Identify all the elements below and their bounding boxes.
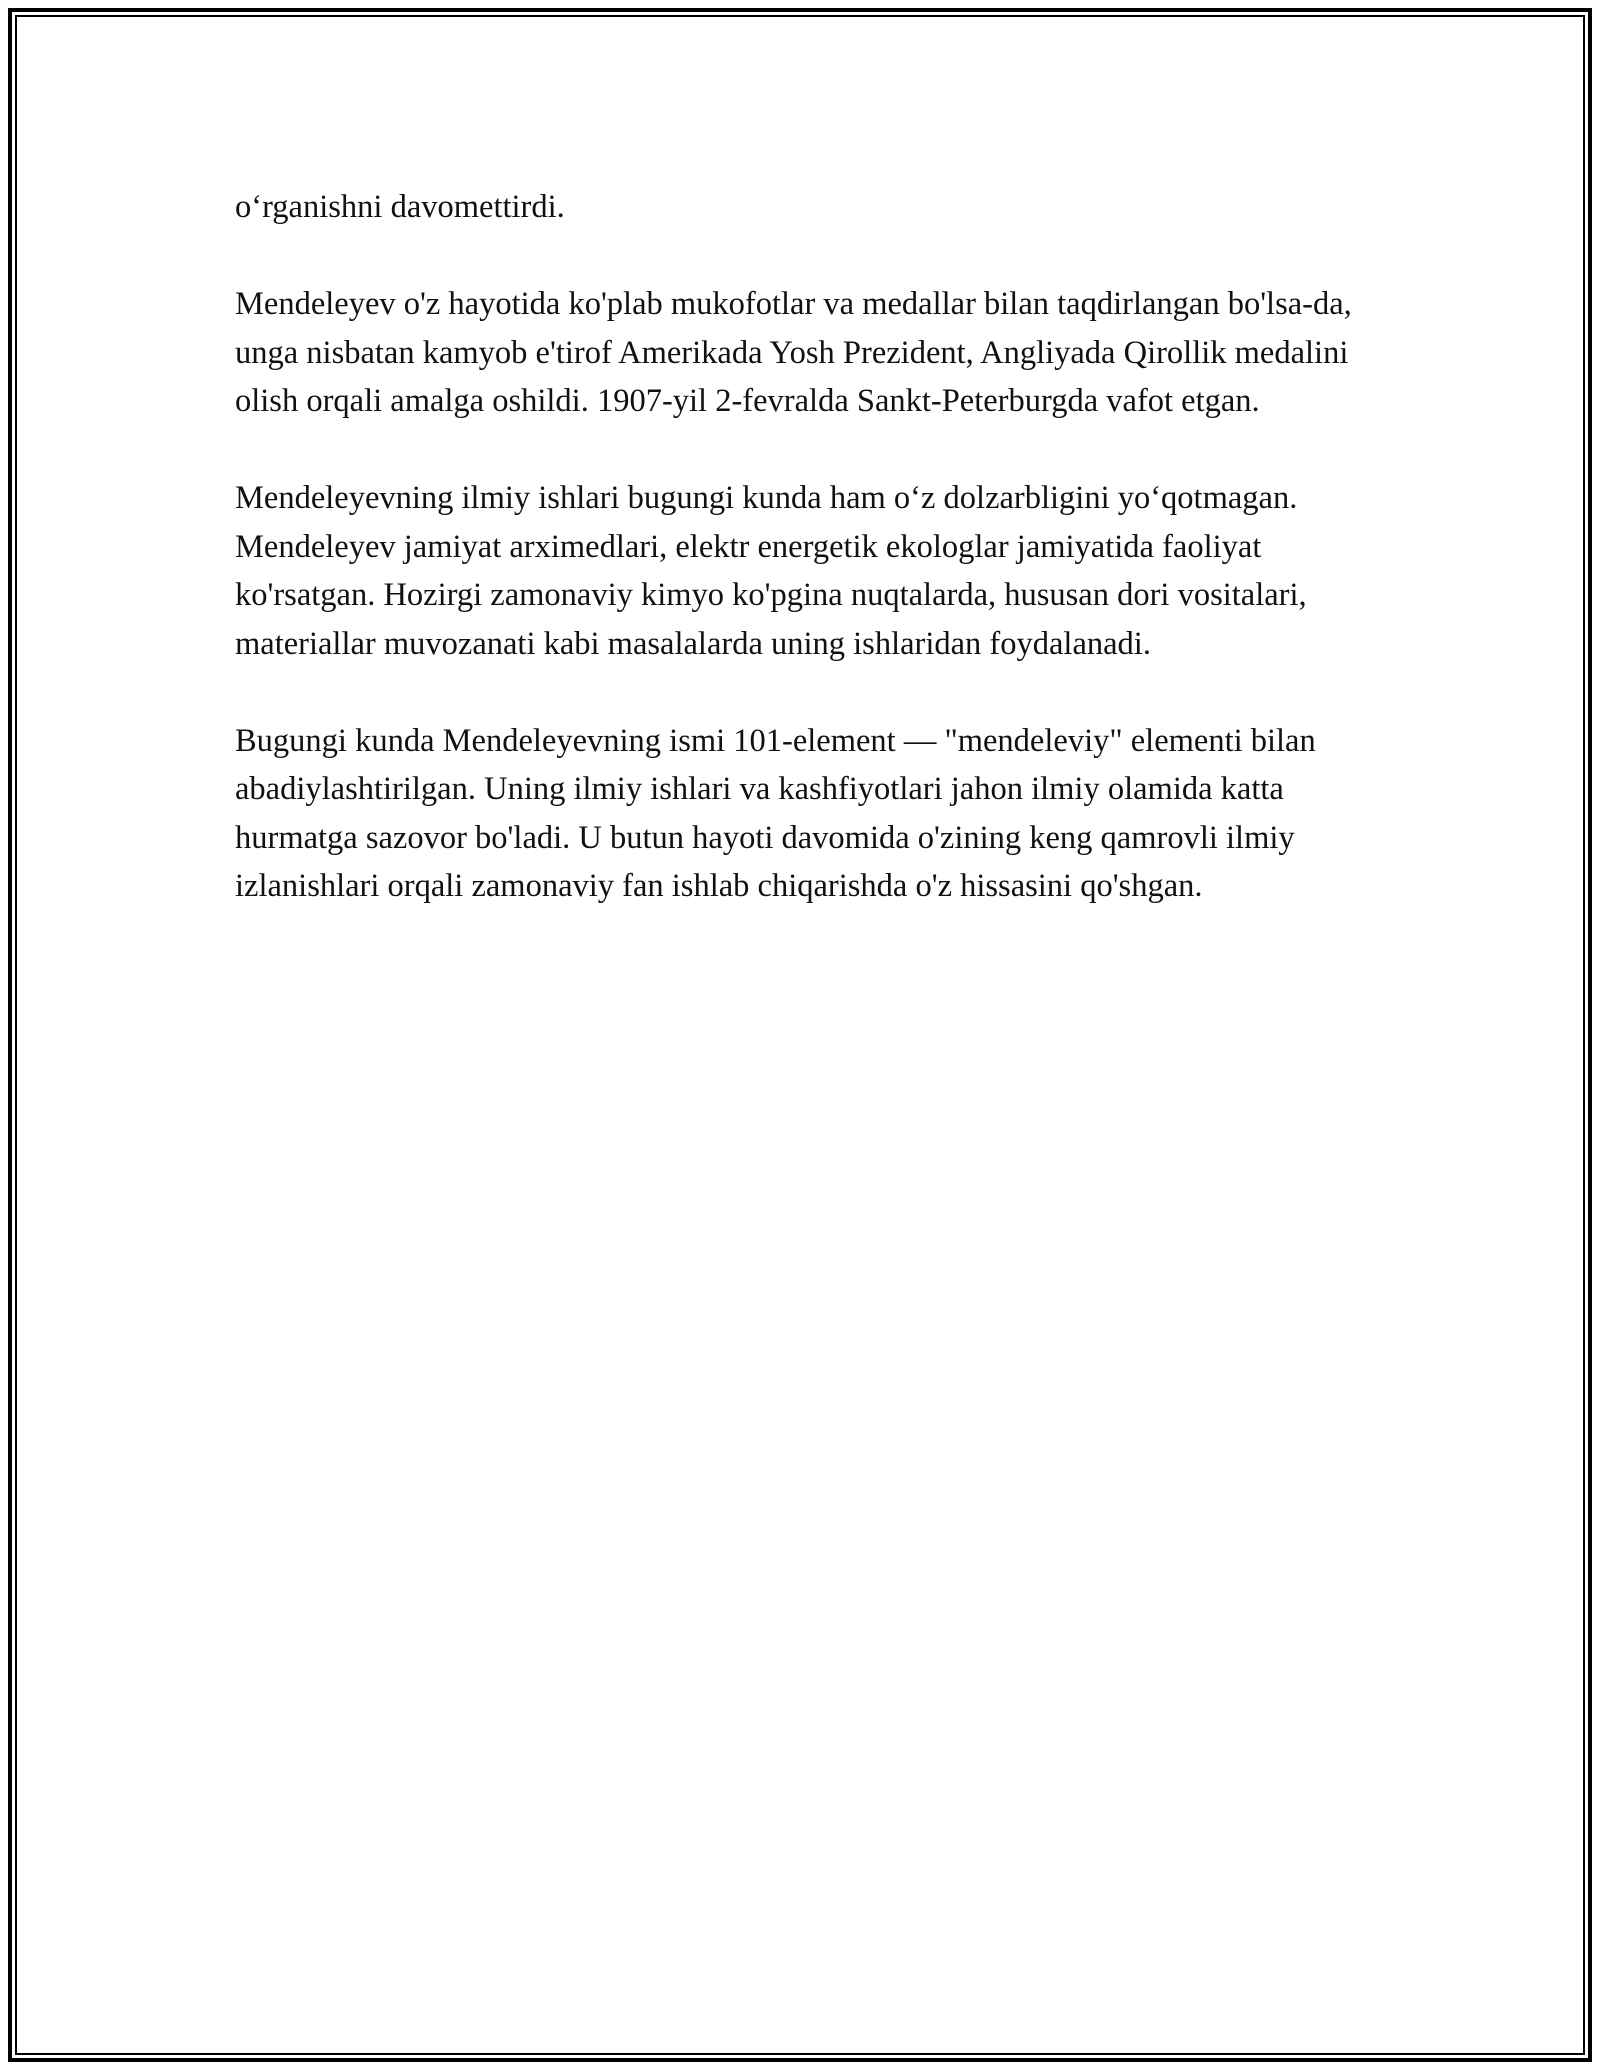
paragraph-4: Bugungi kunda Mendeleyevning ismi 101-element — "mendeleviy" elementi bilan abadiylashtirilgan. Uning ilmiy ishlari va kashfiyotlari jahon ilmiy olamida katta hurmatga sazovor bo'ladi. U butun hayoti davomida o'zining keng qamrovli ilmiy izlanishlari orqali zamonaviy fan ishlab chiqarishda o'z hissasini qo'shgan.: [235, 722, 1316, 904]
document-body: [235, 183, 1365, 959]
paragraph-2: Mendeleyev o'z hayotida ko'plab mukofotlar va medallar bilan taqdirlangan bo'lsa-da, unga nisbatan kamyob e'tirof Amerikada Yosh Prezident, Angliyada Qirollik medalini olish orqali amalga oshildi. 1907-yil 2-fevralda Sankt-Peterburgda vafot etgan.: [235, 286, 1352, 419]
paragraph-1: o‘rganishni davomettirdi.: [235, 189, 565, 225]
paragraph-3: Mendeleyevning ilmiy ishlari bugungi kunda ham o‘z dolzarbligini yo‘qotmagan. Mendeleyev jamiyat arximedlari, elektr energetik ekologlar jamiyatida faoliyat ko'rsatgan. Hozirgi zamonaviy kimyo ko'pgina nuqtalarda, hususan dori vositalari, materiallar muvozanati kabi masalalarda uning ishlaridan foydalanadi.: [235, 480, 1307, 662]
